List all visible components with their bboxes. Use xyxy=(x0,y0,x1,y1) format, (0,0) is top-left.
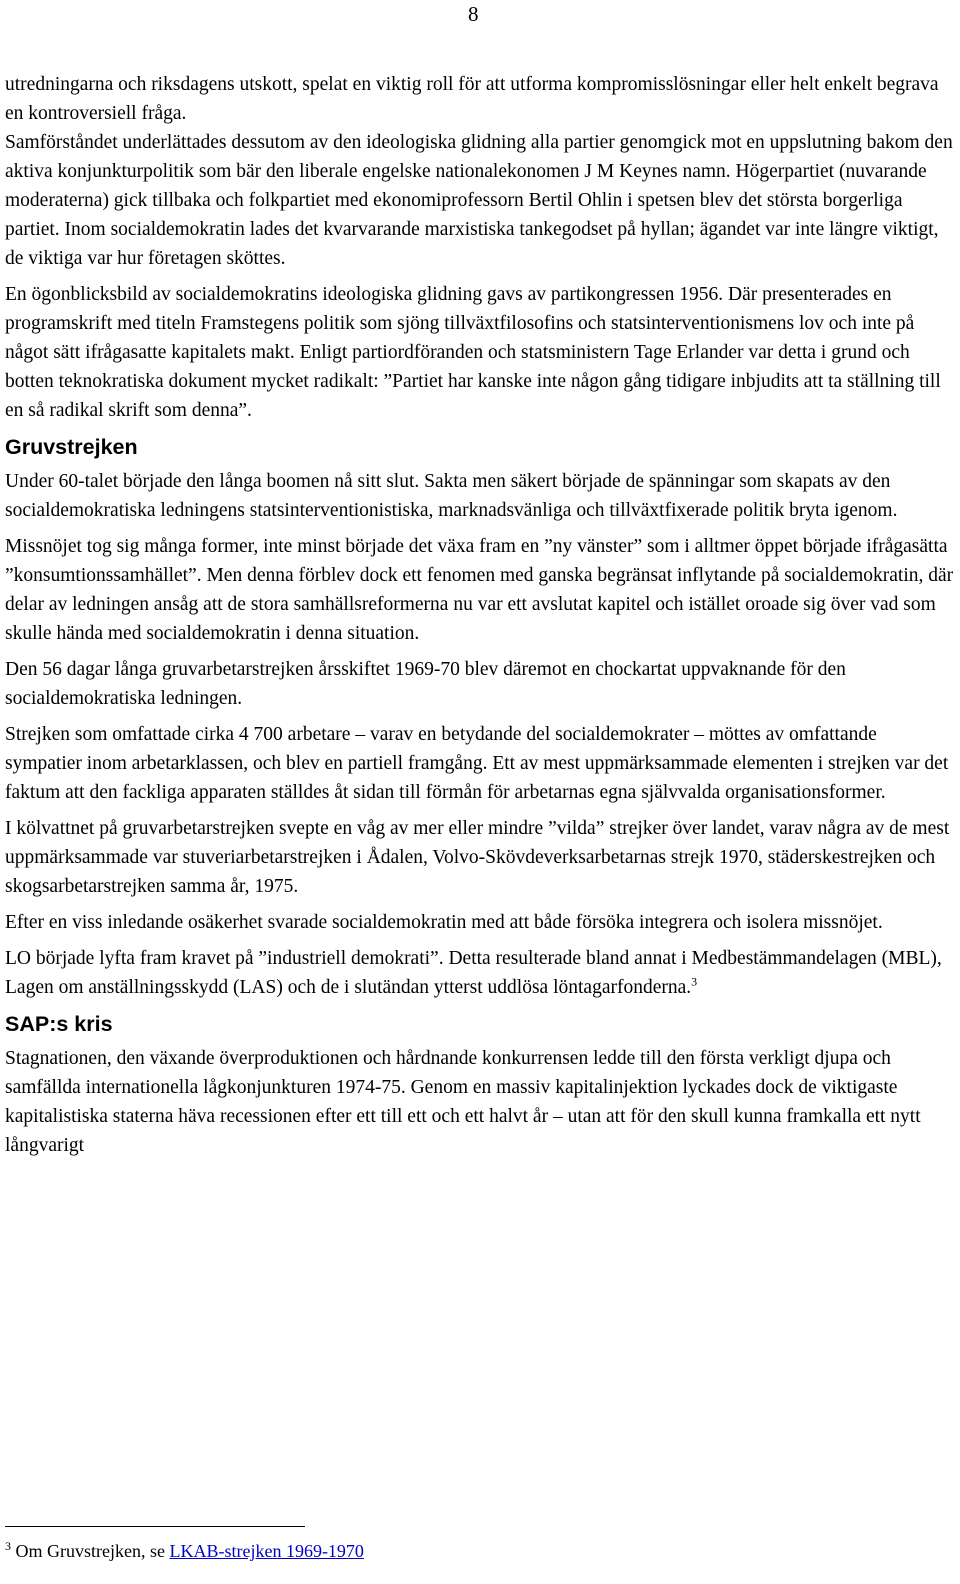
footnote xyxy=(5,1538,364,1564)
footnote-number: 3 xyxy=(5,1539,11,1553)
paragraph xyxy=(5,944,955,1002)
paragraph: Den 56 dagar långa gruvarbetarstrejken årsskiftet 1969-70 blev däremot en chockartat uppvaknande för den socialdemokratiska ledningen. xyxy=(5,659,846,709)
paragraph: Under 60-talet började den långa boomen nå sitt slut. Sakta men säkert började de spänningar som skapats av den socialdemokratiska ledningens statsinterventionistiska, marknadsvänliga och tillväxtfixerade politik bryta igenom. xyxy=(5,471,898,521)
paragraph: Strejken som omfattade cirka 4 700 arbetare – varav en betydande del socialdemokrater – möttes av omfattande sympatier inom arbetarklassen, och blev en partiell framgång. Ett av mest uppmärksammade elementen i strejken var det faktum att den fackliga apparaten ställdes åt sidan till förmån för arbetarnas egna självvalda organisationsformer. xyxy=(5,724,949,803)
paragraph: Efter en viss inledande osäkerhet svarade socialdemokratin med att både försöka integrera och isolera missnöjet. xyxy=(5,912,883,933)
paragraph-text: Samförståndet underlättades dessutom av den ideologiska glidning alla partier genomgick mot en uppslutning bakom den aktiva konjunkturpolitik som bär den liberale engelske nationalekonomen J M Keynes namn. Högerpartiet (nuvarande moderaterna) gick tillbaka och folkpartiet med ekonomiprofessorn Bertil Ohlin i spetsen blev det största borgerliga partiet. Inom socialdemokratin lades det kvarvarande marxistiska tankegodset på hyllan; ägandet var inte längre viktigt, de viktiga var hur företagen sköttes. xyxy=(5,132,953,269)
section-heading-gruvstrejken: Gruvstrejken xyxy=(5,435,138,459)
page-number: 8 xyxy=(468,2,479,26)
footnote-text: Om Gruvstrejken, se xyxy=(15,1541,170,1561)
paragraph: Missnöjet tog sig många former, inte minst började det växa fram en ”ny vänster” som i alltmer öppet började ifrågasätta ”konsumtionssamhället”. Men denna förblev dock ett fenomen med ganska begränsat inflytande på socialdemokratin, där delar av ledningen ansåg att de stora samhällsreformerna nu var ett avslutat kapitel och istället oroade sig över vad som skulle hända med socialdemokratin i denna situation. xyxy=(5,536,954,644)
paragraph: En ögonblicksbild av socialdemokratins ideologiska glidning gavs av partikongressen 1956. Där presenterades en programskrift med titeln Framstegens politik som sjöng tillväxtfilosofins och statsinterventionismens lov och inte på något sätt ifrågasatte kapitalets makt. Enligt partiordföranden och statsministern Tage Erlander var detta i grund och botten teknokratiska dokument mycket radikalt: ”Partiet har kanske inte någon gång tidigare inbjudits att ta ställning till en så radikal skrift som denna”. xyxy=(5,284,941,421)
paragraph-continued: utredningarna och riksdagens utskott, spelat en viktig roll för att utforma kompromisslösningar eller helt enkelt begrava en kontroversiell fråga. xyxy=(5,74,939,124)
paragraph xyxy=(5,70,955,273)
paragraph-text: LO började lyfta fram kravet på ”industriell demokrati”. Detta resulterade bland annat i Medbestämmandelagen (MBL), Lagen om anställningsskydd (LAS) och de i slutändan ytterst uddlösa löntagarfonderna. xyxy=(5,948,942,998)
document-body xyxy=(5,70,955,1167)
footnote-reference[interactable]: 3 xyxy=(691,974,698,989)
section-heading-sap-kris: SAP:s kris xyxy=(5,1012,113,1036)
footnote-link[interactable]: LKAB-strejken 1969-1970 xyxy=(169,1541,364,1561)
footnote-divider xyxy=(5,1526,305,1527)
paragraph: Stagnationen, den växande överproduktionen och hårdnande konkurrensen ledde till den första verkligt djupa och samfällda internationella lågkonjunkturen 1974-75. Genom en massiv kapitalinjektion lyckades dock de viktigaste kapitalistiska staterna häva recessionen efter ett till ett och ett halvt år – utan att för den skull kunna framkalla ett nytt långvarigt xyxy=(5,1048,921,1156)
paragraph: I kölvattnet på gruvarbetarstrejken svepte en våg av mer eller mindre ”vilda” strejker över landet, varav några av de mest uppmärksammade var stuveriarbetarstrejken i Ådalen, Volvo-Skövdeverksarbetarnas strejk 1970, städerskestrejken och skogsarbetarstrejken samma år, 1975. xyxy=(5,818,950,897)
